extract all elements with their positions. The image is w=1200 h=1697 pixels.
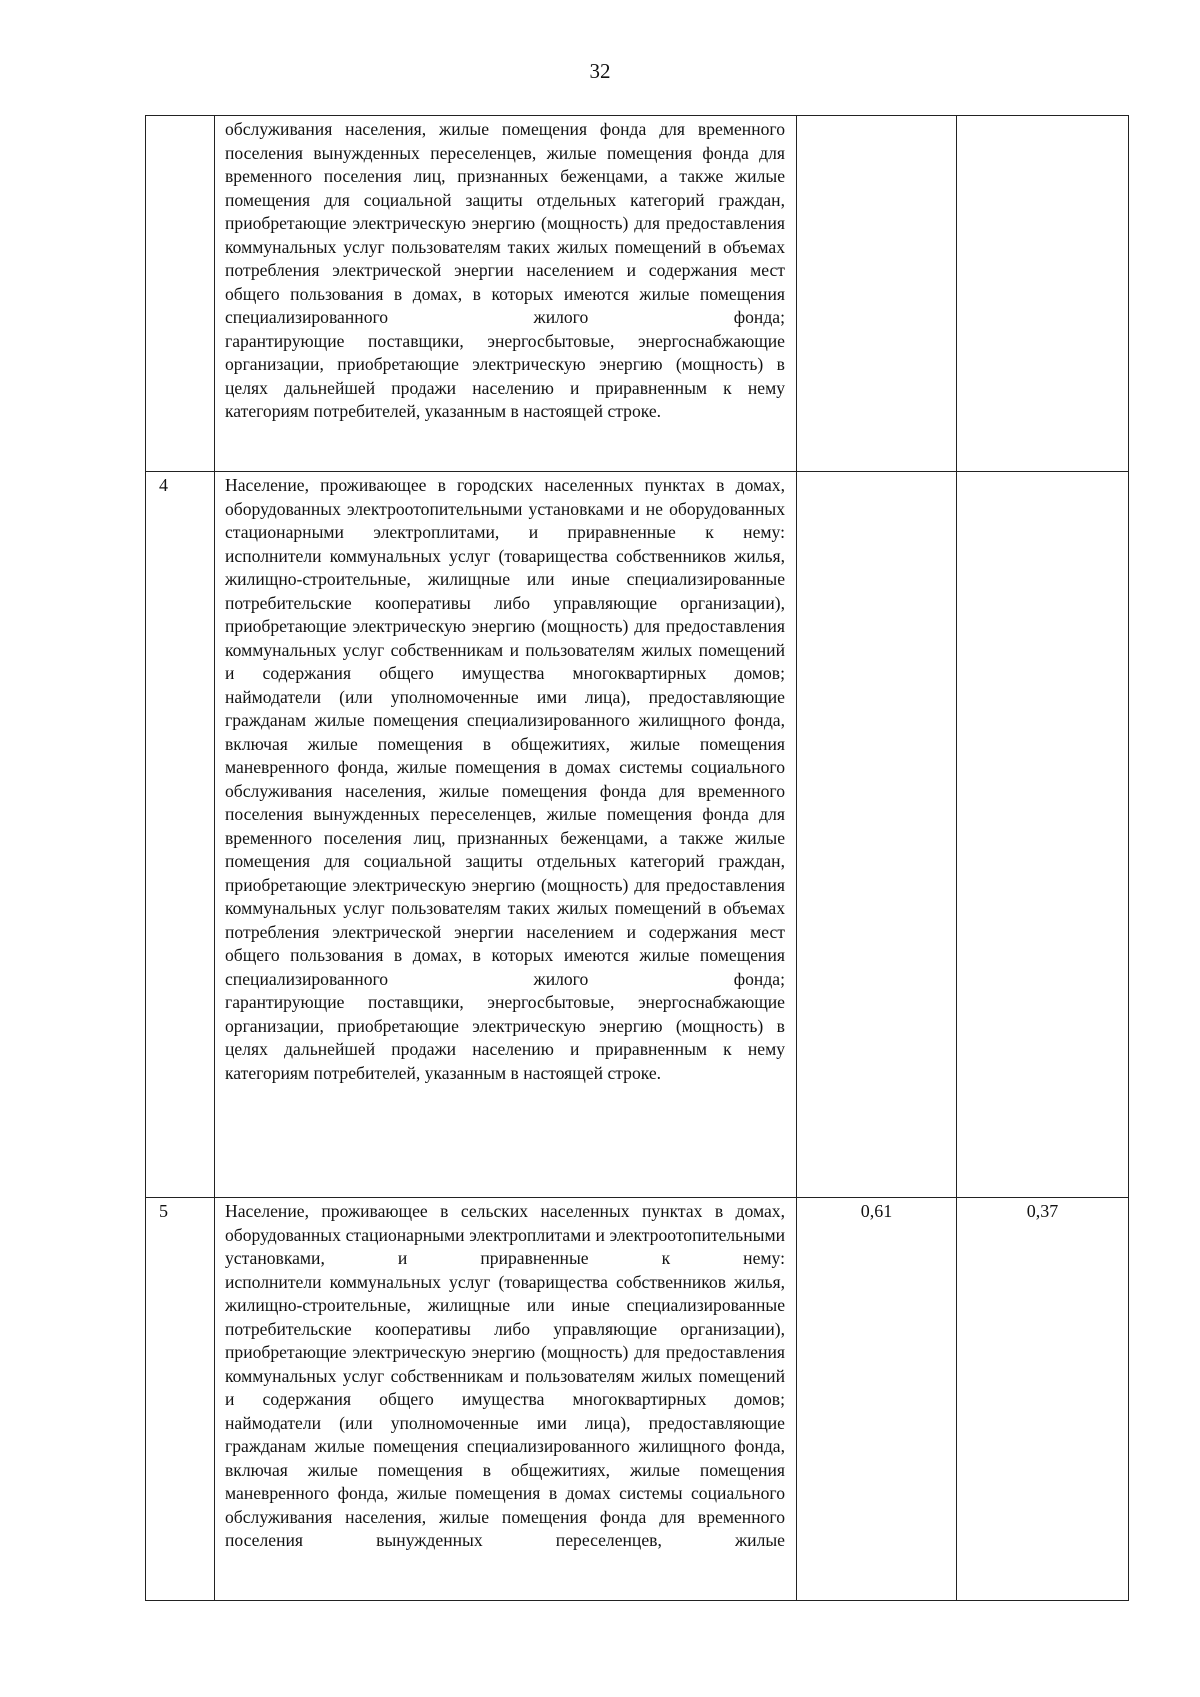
row-paragraph: исполнители коммунальных услуг (товарищества собственников жилья, жилищно-строительные, жилищные или иные специализированные потребительские кооперативы либо управляющие организации), приобретающие электрическую энергию (мощность) для предоставления коммунальных услуг собственникам и пользователям жилых помещений и содержания общего имущества многоквартирных домов; (225, 545, 785, 683)
row-number-cell: 4 (146, 472, 215, 1198)
table-row (146, 116, 1129, 472)
row-paragraph: наймодатели (или уполномоченные ими лица), предоставляющие гражданам жилые помещения специализированного жилищного фонда, включая жилые помещения в общежитиях, жилые помещения маневренного фонда, жилые помещения в домах системы социального обслуживания населения, жилые помещения фонда для временного поселения вынужденных переселенцев, жилые помещения фонда для временного поселения лиц, признанных беженцами, а также жилые помещения для социальной защиты отдельных категорий граждан, приобретающие электрическую энергию (мощность) для предоставления коммунальных услуг пользователям таких жилых помещений в объемах потребления электрической энергии населением и содержания мест общего пользования в домах, в которых имеются жилые помещения специализированного жилого фонда; (225, 686, 785, 989)
row-description-cell (215, 116, 797, 472)
row-paragraph: Население, проживающее в городских населенных пунктах в домах, оборудованных электроотопительными установками и не оборудованных стационарными электроплитами, и приравненные к нему: (225, 475, 785, 542)
row-number-cell: 5 (146, 1198, 215, 1601)
row-paragraph: Население, проживающее в сельских населенных пунктах в домах, оборудованных стационарными электроплитами и электроотопительными установками, и приравненные к нему: (225, 1201, 785, 1268)
row-number-cell (146, 116, 215, 472)
row-value-2-cell (957, 116, 1129, 472)
row-paragraph: гарантирующие поставщики, энергосбытовые, энергоснабжающие организации, приобретающие электрическую энергию (мощность) в целях дальнейшей продажи населению и приравненным к нему категориям потребителей, указанным в настоящей строке. (225, 992, 785, 1083)
row-description-cell (215, 1198, 797, 1601)
tariff-table (145, 115, 1129, 1601)
row-value-1-cell (797, 472, 957, 1198)
row-value-1-cell: 0,61 (797, 1198, 957, 1601)
row-paragraph: исполнители коммунальных услуг (товарищества собственников жилья, жилищно-строительные, жилищные или иные специализированные потребительские кооперативы либо управляющие организации), приобретающие электрическую энергию (мощность) для предоставления коммунальных услуг собственникам и пользователям жилых помещений и содержания общего имущества многоквартирных домов; (225, 1271, 785, 1409)
table-row (146, 1198, 1129, 1601)
row-value-1-cell (797, 116, 957, 472)
page-number: 32 (589, 59, 611, 83)
row-paragraph: обслуживания населения, жилые помещения фонда для временного поселения вынужденных переселенцев, жилые помещения фонда для временного поселения лиц, признанных беженцами, а также жилые помещения для социальной защиты отдельных категорий граждан, приобретающие электрическую энергию (мощность) для предоставления коммунальных услуг пользователям таких жилых помещений в объемах потребления электрической энергии населением и содержания мест общего пользования в домах, в которых имеются жилые помещения специализированного жилого фонда; (225, 119, 785, 327)
row-description-cell (215, 472, 797, 1198)
row-value-2-cell (957, 472, 1129, 1198)
table-row (146, 472, 1129, 1198)
row-paragraph: гарантирующие поставщики, энергосбытовые, энергоснабжающие организации, приобретающие электрическую энергию (мощность) в целях дальнейшей продажи населению и приравненным к нему категориям потребителей, указанным в настоящей строке. (225, 330, 785, 421)
row-value-2-cell: 0,37 (957, 1198, 1129, 1601)
row-paragraph: наймодатели (или уполномоченные ими лица), предоставляющие гражданам жилые помещения специализированного жилищного фонда, включая жилые помещения в общежитиях, жилые помещения маневренного фонда, жилые помещения в домах системы социального обслуживания населения, жилые помещения фонда для временного поселения вынужденных переселенцев, жилые (225, 1412, 785, 1550)
